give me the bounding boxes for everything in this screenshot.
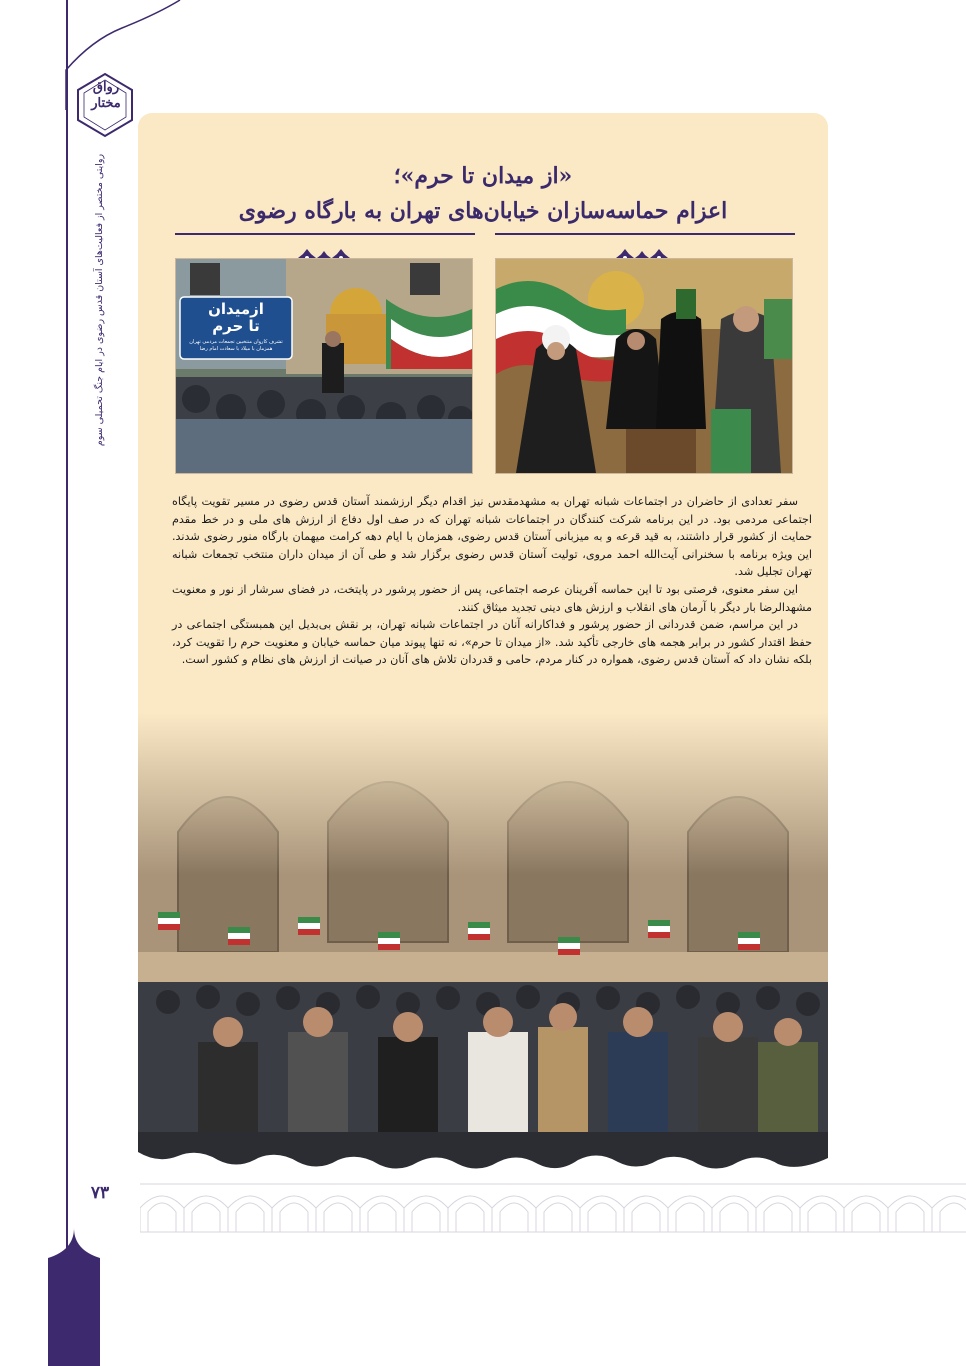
banner-line-3: تشرف کاروان منتخبین تجمعات مردمی تهران — [189, 339, 283, 345]
article-paragraph-3: در این مراسم، ضمن قدردانی از حضور پرشور و فداکارانه آنان در اجتماعات شبانه تهران، بر نقش بی‌بدیل این همبستگی اجتماعی در حفظ اقتدار کشور در برابر هجمه های خارجی تأکید شد. «از میدان تا حرم»، نه تنها پیوند میان حماسه خیابان و معنویت حرم را تقویت کرد، بلکه نشان داد که آستان قدس رضوی، همواره در کنار مردم، حامی و قدردان تلاش های آنان در صیانت از ارزش های نظام و کشور است. — [172, 618, 812, 667]
footer-arch-inner — [500, 1203, 528, 1232]
footer-arch — [272, 1196, 316, 1232]
footer-arch-inner — [324, 1203, 352, 1232]
footer-arch — [140, 1196, 184, 1232]
page-number: ۷۳ — [90, 1183, 110, 1203]
footer-arch-inner — [368, 1203, 396, 1232]
photo-cleric-greeting — [495, 258, 793, 474]
banner-line-4: همزمان با میلاد با سعادت امام رضا — [199, 346, 273, 352]
footer-arch — [404, 1196, 448, 1232]
footer-arch-inner — [236, 1203, 264, 1232]
footer-arch-inner — [764, 1203, 792, 1232]
footer-arch — [492, 1196, 536, 1232]
purple-corner-block — [48, 1228, 100, 1366]
footer-arch-inner — [544, 1203, 572, 1232]
footer-arch-inner — [632, 1203, 660, 1232]
footer-arch — [580, 1196, 624, 1232]
footer-arch-inner — [808, 1203, 836, 1232]
title-block — [138, 160, 828, 230]
footer-arch — [228, 1196, 272, 1232]
footer-arch — [360, 1196, 404, 1232]
footer-arch-inner — [852, 1203, 880, 1232]
footer-arch — [184, 1196, 228, 1232]
footer-arch — [316, 1196, 360, 1232]
footer-arch — [844, 1196, 888, 1232]
footer-arch — [712, 1196, 756, 1232]
footer-arch — [888, 1196, 932, 1232]
footer-arch — [932, 1196, 966, 1232]
side-caption: روایتی مختصر از فعالیت‌های آستان قدس رضوی در ایام جنگ تحمیلی سوم — [94, 153, 105, 447]
footer-arch-inner — [412, 1203, 440, 1232]
photo-crowd-courtyard — [138, 712, 828, 1177]
article-paragraph-2: این سفر معنوی، فرصتی بود تا این حماسه آفرینان عرصه اجتماعی، پس از حضور پرشور در پایتخت، در فضای سرشار از نور و معنویت مشهدالرضا بار دیگر با آرمان های انقلاب و ارزش های دینی تجدید میثاق کنند. — [172, 582, 812, 614]
spine-line — [66, 0, 68, 1366]
footer-arch — [536, 1196, 580, 1232]
banner-line-1: ازمیدان — [208, 300, 264, 318]
footer-arch — [668, 1196, 712, 1232]
footer-arch-inner — [940, 1203, 966, 1232]
photo-speaker-banner — [175, 258, 473, 474]
footer-arch-inner — [588, 1203, 616, 1232]
footer-arch — [800, 1196, 844, 1232]
footer-arch-inner — [148, 1203, 176, 1232]
logo-text: رواق مختار — [91, 80, 121, 111]
article-body — [172, 493, 812, 669]
footer-arch-inner — [720, 1203, 748, 1232]
title-rule-right — [495, 233, 795, 235]
footer-arch-pattern — [140, 1180, 966, 1236]
title-line-1: «از میدان تا حرم»؛ — [393, 163, 573, 189]
title-line-2: اعزام حماسه‌سازان خیابان‌های تهران به بارگاه رضوی — [238, 198, 728, 224]
footer-arch — [448, 1196, 492, 1232]
photo-speaker-banner-image — [176, 259, 472, 473]
footer-arch — [756, 1196, 800, 1232]
banner-sign — [182, 301, 290, 353]
photo-cleric-greeting-image — [496, 259, 792, 473]
footer-arch — [624, 1196, 668, 1232]
footer-arch-inner — [896, 1203, 924, 1232]
banner-line-2: تا حرم — [212, 317, 260, 335]
footer-arch-inner — [192, 1203, 220, 1232]
footer-arch-inner — [456, 1203, 484, 1232]
footer-arch-inner — [280, 1203, 308, 1232]
title-rule-left — [175, 233, 475, 235]
article-paragraph-1: سفر تعدادی از حاضران در اجتماعات شبانه تهران به مشهدمقدس نیز اقدام دیگر ارزشمند آستان قدس رضوی در مسیر تقویت پایگاه اجتماعی مردمی بود. در این برنامه شرکت کنندگان در اجتماعات شبانه تهران که در صف اول دفاع از ارزش های ملی و در خط مقدم حمایت از کشور قرار داشتند، به قید قرعه و به میزبانی آستان قدس رضوی، همزمان با ایام دهه کرامت میهمان بارگاه منور رضوی شدند. این ویژه برنامه با سخنرانی آیت‌الله احمد مروی، تولیت آستان قدس رضوی برگزار شد و طی آن از میدان داران منتخب تجمعات شبانه تهران تجلیل شد. — [172, 495, 812, 579]
footer-arch-inner — [676, 1203, 704, 1232]
